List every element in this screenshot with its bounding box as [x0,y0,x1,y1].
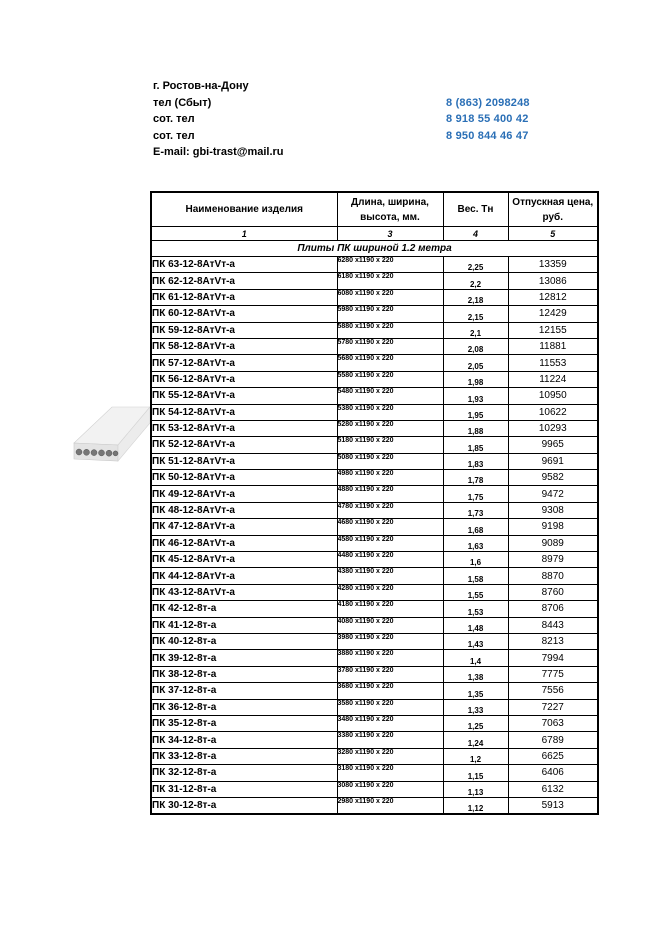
dimensions-cell: 3080 x1190 x 220 [337,781,443,797]
dimensions-cell: 5280 x1190 x 220 [337,420,443,436]
weight-cell: 1,78 [443,470,508,486]
price-cell: 6132 [508,781,598,797]
email-text[interactable]: E-mail: gbi-trast@mail.ru [153,146,284,159]
dimensions-cell: 2980 x1190 x 220 [337,797,443,814]
product-name-cell: ПК 34-12-8т-а [151,732,337,748]
price-cell: 7227 [508,699,598,715]
price-cell: 10622 [508,404,598,420]
weight-cell: 1,88 [443,420,508,436]
product-name-cell: ПК 48-12-8АтVт-а [151,502,337,518]
price-cell: 8213 [508,633,598,649]
product-name-cell: ПК 51-12-8АтVт-а [151,453,337,469]
table-row [151,470,598,486]
table-row [151,273,598,289]
dimensions-cell: 4680 x1190 x 220 [337,519,443,535]
price-cell: 8870 [508,568,598,584]
product-name-cell: ПК 38-12-8т-а [151,666,337,682]
product-name-cell: ПК 49-12-8АтVт-а [151,486,337,502]
price-cell: 6789 [508,732,598,748]
product-name-cell: ПК 44-12-8АтVт-а [151,568,337,584]
dimensions-cell: 4780 x1190 x 220 [337,502,443,518]
email-line [153,144,553,161]
table-row [151,519,598,535]
header-product-name: Наименование изделия [151,192,337,227]
table-row [151,781,598,797]
weight-cell: 2,15 [443,306,508,322]
city-text: г. Ростов-на-Дону [153,80,249,92]
phone-value[interactable]: 8 950 844 46 47 [446,129,529,142]
col-number: 3 [337,227,443,241]
price-cell: 5913 [508,797,598,814]
table-row [151,765,598,781]
price-cell: 9691 [508,453,598,469]
phone-label: тел (Сбыт) [153,96,212,109]
weight-cell: 1,98 [443,371,508,387]
table-row [151,404,598,420]
price-cell: 9089 [508,535,598,551]
product-name-cell: ПК 61-12-8АтVт-а [151,289,337,305]
product-name-cell: ПК 42-12-8т-а [151,601,337,617]
price-cell: 12429 [508,306,598,322]
city-line [153,78,553,95]
price-cell: 8706 [508,601,598,617]
dimensions-cell: 5980 x1190 x 220 [337,306,443,322]
product-name-cell: ПК 37-12-8т-а [151,683,337,699]
dimensions-cell: 5780 x1190 x 220 [337,338,443,354]
product-name-cell: ПК 53-12-8АтVт-а [151,420,337,436]
price-cell: 9198 [508,519,598,535]
table-row [151,502,598,518]
weight-cell: 1,68 [443,519,508,535]
weight-cell: 1,43 [443,633,508,649]
table-row [151,322,598,338]
product-name-cell: ПК 43-12-8АтVт-а [151,584,337,600]
phone-line-sales [153,95,553,112]
table-row [151,371,598,387]
price-cell: 11224 [508,371,598,387]
product-name-cell: ПК 56-12-8АтVт-а [151,371,337,387]
weight-cell: 1,93 [443,388,508,404]
weight-cell: 1,33 [443,699,508,715]
product-name-cell: ПК 52-12-8АтVт-а [151,437,337,453]
dimensions-cell: 5880 x1190 x 220 [337,322,443,338]
section-title: Плиты ПК шириной 1.2 метра [151,241,598,257]
weight-cell: 1,95 [443,404,508,420]
product-name-cell: ПК 50-12-8АтVт-а [151,470,337,486]
header-price: Отпускная цена, руб. [508,192,598,227]
product-name-cell: ПК 63-12-8АтVт-а [151,257,337,273]
product-name-cell: ПК 60-12-8АтVт-а [151,306,337,322]
phone-label: сот. тел [153,129,195,142]
weight-cell: 1,85 [443,437,508,453]
price-cell: 10293 [508,420,598,436]
price-cell: 9308 [508,502,598,518]
table-row [151,666,598,682]
price-cell: 8760 [508,584,598,600]
weight-cell: 1,12 [443,797,508,814]
price-cell: 13086 [508,273,598,289]
header-dimensions: Длина, ширина, высота, мм. [337,192,443,227]
product-name-cell: ПК 33-12-8т-а [151,748,337,764]
product-name-cell: ПК 46-12-8АтVт-а [151,535,337,551]
dimensions-cell: 4080 x1190 x 220 [337,617,443,633]
dimensions-cell: 4480 x1190 x 220 [337,552,443,568]
product-name-cell: ПК 54-12-8АтVт-а [151,404,337,420]
price-cell: 12155 [508,322,598,338]
weight-cell: 1,13 [443,781,508,797]
product-name-cell: ПК 62-12-8АтVт-а [151,273,337,289]
weight-cell: 2,2 [443,273,508,289]
product-name-cell: ПК 31-12-8т-а [151,781,337,797]
dimensions-cell: 6280 x1190 x 220 [337,257,443,273]
weight-cell: 2,08 [443,338,508,354]
product-name-cell: ПК 39-12-8т-а [151,650,337,666]
table-row [151,388,598,404]
weight-cell: 1,24 [443,732,508,748]
dimensions-cell: 5380 x1190 x 220 [337,404,443,420]
table-row [151,453,598,469]
table-row [151,683,598,699]
dimensions-cell: 3780 x1190 x 220 [337,666,443,682]
contact-block [153,78,553,161]
phone-label: сот. тел [153,113,195,126]
dimensions-cell: 5080 x1190 x 220 [337,453,443,469]
weight-cell: 1,83 [443,453,508,469]
weight-cell: 1,38 [443,666,508,682]
weight-cell: 1,58 [443,568,508,584]
dimensions-cell: 5180 x1190 x 220 [337,437,443,453]
price-cell: 13359 [508,257,598,273]
weight-cell: 1,4 [443,650,508,666]
price-cell: 8443 [508,617,598,633]
phone-line-mobile-2 [153,128,553,145]
product-name-cell: ПК 36-12-8т-а [151,699,337,715]
weight-cell: 1,55 [443,584,508,600]
dimensions-cell: 6180 x1190 x 220 [337,273,443,289]
price-cell: 9472 [508,486,598,502]
hollow-core-slab-icon [72,405,152,465]
price-cell: 7063 [508,715,598,731]
price-cell: 7556 [508,683,598,699]
price-cell: 11553 [508,355,598,371]
price-cell: 6406 [508,765,598,781]
table-row [151,306,598,322]
col-number: 5 [508,227,598,241]
table-row [151,715,598,731]
column-number-row [151,227,598,241]
dimensions-cell: 3480 x1190 x 220 [337,715,443,731]
dimensions-cell: 5580 x1190 x 220 [337,371,443,387]
dimensions-cell: 3380 x1190 x 220 [337,732,443,748]
table-row [151,633,598,649]
table-row [151,584,598,600]
price-cell: 12812 [508,289,598,305]
price-cell: 6625 [508,748,598,764]
price-cell: 8979 [508,552,598,568]
weight-cell: 1,53 [443,601,508,617]
table-row [151,257,598,273]
product-name-cell: ПК 40-12-8т-а [151,633,337,649]
table-row [151,650,598,666]
col-number: 1 [151,227,337,241]
weight-cell: 1,75 [443,486,508,502]
weight-cell: 1,15 [443,765,508,781]
product-name-cell: ПК 58-12-8АтVт-а [151,338,337,354]
product-name-cell: ПК 55-12-8АтVт-а [151,388,337,404]
table-row [151,289,598,305]
weight-cell: 1,35 [443,683,508,699]
table-row [151,486,598,502]
price-cell: 7994 [508,650,598,666]
table-row [151,568,598,584]
phone-line-mobile-1 [153,111,553,128]
table-row [151,420,598,436]
table-row [151,748,598,764]
price-table [150,191,599,815]
table-row [151,535,598,551]
product-name-cell: ПК 35-12-8т-а [151,715,337,731]
dimensions-cell: 4180 x1190 x 220 [337,601,443,617]
dimensions-cell: 4380 x1190 x 220 [337,568,443,584]
weight-cell: 1,73 [443,502,508,518]
table-header-row [151,192,598,227]
table-row [151,338,598,354]
weight-cell: 1,63 [443,535,508,551]
weight-cell: 2,1 [443,322,508,338]
dimensions-cell: 3280 x1190 x 220 [337,748,443,764]
table-row [151,732,598,748]
table-body [151,257,598,815]
dimensions-cell: 3680 x1190 x 220 [337,683,443,699]
dimensions-cell: 4580 x1190 x 220 [337,535,443,551]
col-number: 4 [443,227,508,241]
table-row [151,355,598,371]
dimensions-cell: 4280 x1190 x 220 [337,584,443,600]
product-name-cell: ПК 30-12-8т-а [151,797,337,814]
weight-cell: 2,25 [443,257,508,273]
dimensions-cell: 4980 x1190 x 220 [337,470,443,486]
weight-cell: 1,25 [443,715,508,731]
header-weight: Вес. Тн [443,192,508,227]
dimensions-cell: 3880 x1190 x 220 [337,650,443,666]
dimensions-cell: 3580 x1190 x 220 [337,699,443,715]
dimensions-cell: 4880 x1190 x 220 [337,486,443,502]
dimensions-cell: 3980 x1190 x 220 [337,633,443,649]
table-row [151,437,598,453]
weight-cell: 1,2 [443,748,508,764]
weight-cell: 1,6 [443,552,508,568]
weight-cell: 2,05 [443,355,508,371]
weight-cell: 1,48 [443,617,508,633]
table-row [151,797,598,814]
weight-cell: 2,18 [443,289,508,305]
table-row [151,699,598,715]
dimensions-cell: 5480 x1190 x 220 [337,388,443,404]
table-row [151,552,598,568]
price-cell: 7775 [508,666,598,682]
phone-value[interactable]: 8 918 55 400 42 [446,113,529,126]
product-name-cell: ПК 47-12-8АтVт-а [151,519,337,535]
product-name-cell: ПК 59-12-8АтVт-а [151,322,337,338]
product-name-cell: ПК 45-12-8АтVт-а [151,552,337,568]
dimensions-cell: 5680 x1190 x 220 [337,355,443,371]
table-row [151,601,598,617]
product-name-cell: ПК 32-12-8т-а [151,765,337,781]
section-row [151,241,598,257]
dimensions-cell: 6080 x1190 x 220 [337,289,443,305]
price-cell: 10950 [508,388,598,404]
dimensions-cell: 3180 x1190 x 220 [337,765,443,781]
price-cell: 9965 [508,437,598,453]
product-name-cell: ПК 57-12-8АтVт-а [151,355,337,371]
phone-value[interactable]: 8 (863) 2098248 [446,96,530,109]
price-cell: 9582 [508,470,598,486]
product-name-cell: ПК 41-12-8т-а [151,617,337,633]
table-row [151,617,598,633]
price-cell: 11881 [508,338,598,354]
